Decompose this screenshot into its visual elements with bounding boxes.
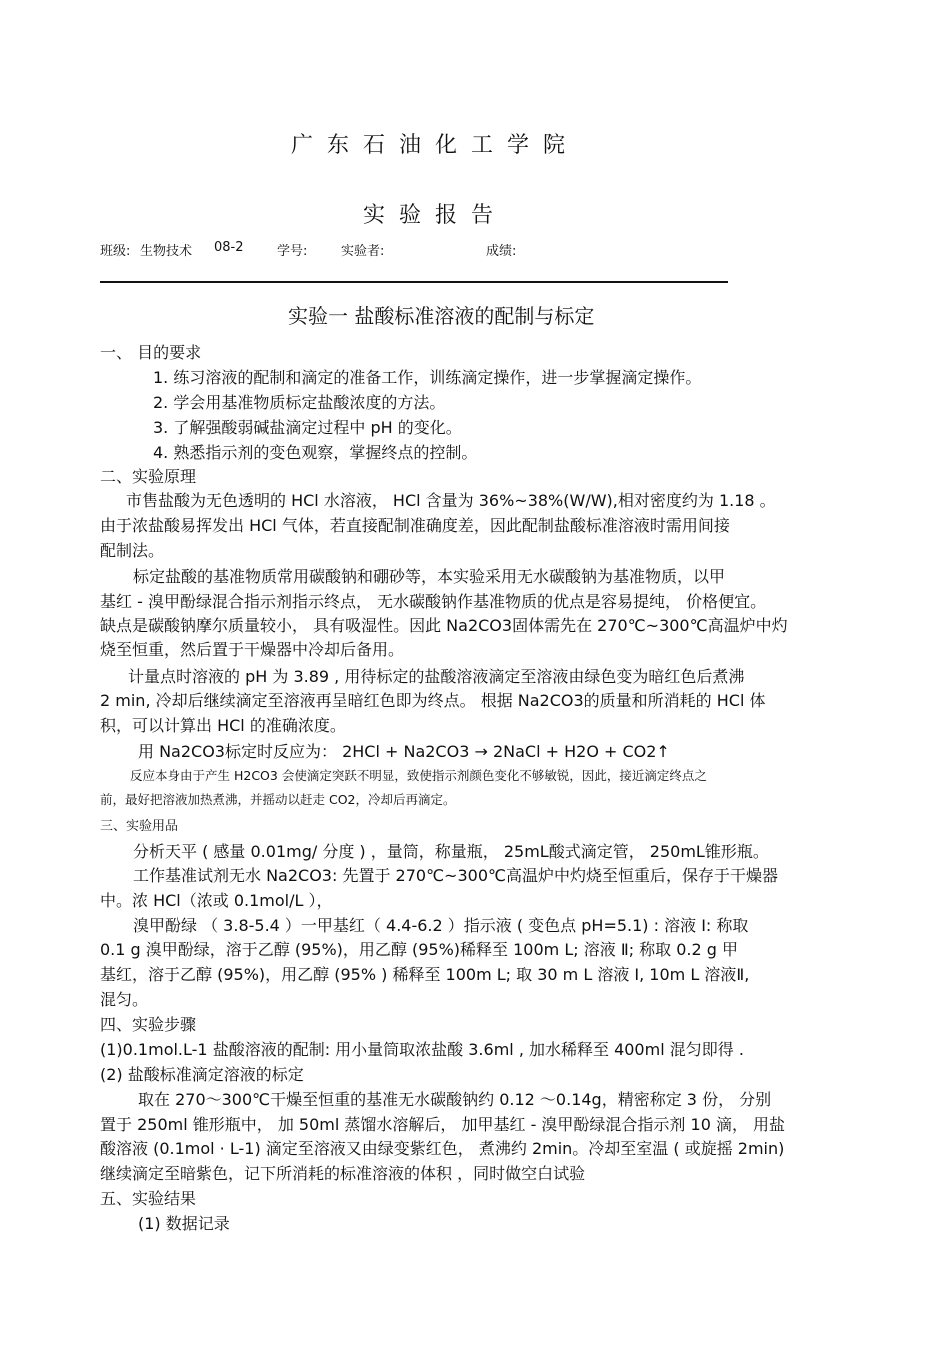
procedure-line: 继续滴定至暗紫色，记下所消耗的标准溶液的体积 ，同时做空白试验 — [100, 1164, 586, 1183]
report-title: 实验报告 — [362, 203, 507, 228]
materials-line: 混匀。 — [100, 990, 149, 1009]
goal-item: 4. 熟悉指示剂的变色观察，掌握终点的控制。 — [153, 443, 478, 462]
section-5-heading: 五、实验结果 — [100, 1189, 197, 1208]
procedure-line: 置于 250ml 锥形瓶中， 加 50ml 蒸馏水溶解后， 加甲基红 - 溴甲酚绿混合指示剂 10 滴， 用盐 — [100, 1115, 786, 1134]
principle-line: 市售盐酸为无色透明的 HCl 水溶液， HCl 含量为 36%~38%(W/W),相对密度约为 1.18 。 — [126, 491, 776, 510]
principle-line: 计量点时溶液的 pH 为 3.89 , 用待标定的盐酸溶液滴定至溶液由绿色变为暗红色后煮沸 — [128, 667, 745, 686]
materials-line: 中。浓 HCl（浓或 0.1mol/L ）， — [100, 891, 333, 910]
goal-item: 2. 学会用基准物质标定盐酸浓度的方法。 — [153, 393, 446, 412]
principle-line: 基红 - 溴甲酚绿混合指示剂指示终点， 无水碳酸钠作基准物质的优点是容易提纯， 价格便宜。 — [100, 592, 767, 611]
class-code: 08-2 — [214, 240, 244, 255]
section-3-heading: 三、实验用品 — [100, 819, 179, 834]
principle-line: 烧至恒重，然后置于干燥器中冷却后备用。 — [100, 640, 405, 659]
goal-item: 1. 练习溶液的配制和滴定的准备工作，训练滴定操作，进一步掌握滴定操作。 — [153, 368, 702, 387]
principle-line: 积，可以计算出 HCl 的准确浓度。 — [100, 716, 346, 735]
materials-line: 分析天平 ( 感量 0.01mg/ 分度 ) ，量筒，称量瓶， 25mL酸式滴定管， 250mL锥形瓶。 — [133, 842, 769, 861]
principle-line: 缺点是碳酸钠摩尔质量较小， 具有吸湿性。因此 Na2CO3固体需先在 270℃~300℃高温炉中灼 — [100, 616, 788, 635]
materials-line: 工作基准试剂无水 Na2CO3: 先置于 270℃~300℃高温炉中灼烧至恒重后，保存于干燥器 — [133, 866, 778, 885]
materials-line: 基红，溶于乙醇 (95%)，用乙醇 (95% ) 稀释至 100m L; 取 30 m L 溶液 I, 10m L 溶液Ⅱ, — [100, 965, 750, 984]
materials-line: 0.1 g 溴甲酚绿，溶于乙醇 (95%)，用乙醇 (95%)稀释至 100m L; 溶液 Ⅱ; 称取 0.2 g 甲 — [100, 940, 739, 959]
principle-line: 配制法。 — [100, 541, 165, 560]
section-4-heading: 四、实验步骤 — [100, 1015, 197, 1034]
materials-line: 溴甲酚绿 （ 3.8-5.4 ）一甲基红（ 4.4-6.2 ）指示液 ( 变色点 pH=5.1) : 溶液 Ⅰ: 称取 — [133, 916, 749, 935]
procedure-line: (2) 盐酸标准滴定溶液的标定 — [100, 1065, 304, 1084]
student-id-label: 学号: — [277, 244, 308, 259]
experiment-title: 实验一 盐酸标准溶液的配制与标定 — [288, 304, 595, 328]
experimenter-label: 实验者: — [341, 244, 385, 259]
header-divider — [100, 281, 728, 283]
reaction-note: 反应本身由于产生 H2CO3 会使滴定突跃不明显，致使指示剂颜色变化不够敏锐，因此，接近滴定终点之 — [130, 768, 707, 783]
section-2-heading: 二、实验原理 — [100, 467, 197, 486]
principle-line: 2 min, 冷却后继续滴定至溶液再呈暗红色即为终点。 根据 Na2CO3的质量和所消耗的 HCl 体 — [100, 691, 766, 710]
grade-label: 成绩: — [486, 244, 517, 259]
principle-line: 标定盐酸的基准物质常用碳酸钠和硼砂等，本实验采用无水碳酸钠为基准物质，以甲 — [133, 567, 726, 586]
goal-item: 3. 了解强酸弱碱盐滴定过程中 pH 的变化。 — [153, 418, 462, 437]
principle-line: 由于浓盐酸易挥发出 HCl 气体，若直接配制准确度差，因此配制盐酸标准溶液时需用间接 — [100, 516, 730, 535]
procedure-line: 酸溶液 (0.1mol · L-1) 滴定至溶液又由绿变紫红色， 煮沸约 2min。冷却至室温 ( 或旋摇 2min) — [100, 1139, 785, 1158]
results-item: (1) 数据记录 — [138, 1214, 230, 1233]
class-value: 生物技术 — [140, 244, 193, 259]
school-name: 广东石油化工学院 — [290, 133, 579, 158]
reaction-equation: 用 Na2CO3标定时反应为： 2HCl + Na2CO3 → 2NaCl + H2O + CO2↑ — [138, 742, 670, 761]
procedure-line: 取在 270～300℃干燥至恒重的基准无水碳酸钠约 0.12 ～0.14g，精密称定 3 份， 分别 — [138, 1090, 772, 1109]
section-1-heading: 一、 目的要求 — [100, 343, 202, 362]
class-label: 班级: — [100, 244, 131, 259]
procedure-line: (1)0.1mol.L-1 盐酸溶液的配制: 用小量筒取浓盐酸 3.6ml , 加水稀释至 400ml 混匀即得 . — [100, 1040, 744, 1059]
reaction-note: 前，最好把溶液加热煮沸，并摇动以赶走 CO2，冷却后再滴定。 — [100, 792, 456, 807]
